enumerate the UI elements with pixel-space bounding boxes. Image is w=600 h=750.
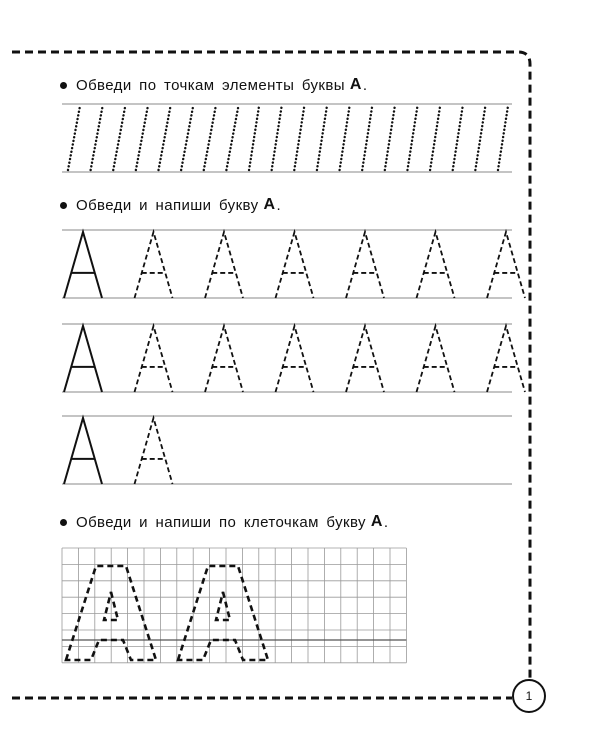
- bullet-icon: [60, 82, 67, 89]
- dotted-stroke: [136, 106, 148, 170]
- solid-letter-a: [64, 326, 102, 392]
- dotted-stroke: [362, 106, 372, 170]
- page-number: [512, 679, 546, 713]
- dashed-letter-a: [135, 232, 173, 298]
- task-1-period: .: [362, 76, 368, 94]
- dotted-stroke: [340, 106, 350, 170]
- dotted-stroke: [498, 106, 508, 170]
- dashed-letter-a: [276, 326, 314, 392]
- dashed-letter-a: [487, 326, 525, 392]
- dashed-letter-a: [276, 232, 314, 298]
- dotted-stroke: [181, 106, 193, 170]
- dashed-letter-a: [487, 232, 525, 298]
- dashed-letter-a: [346, 232, 384, 298]
- task-2-text: Обведи и напиши букву: [76, 196, 259, 214]
- task-2-period: .: [276, 196, 282, 214]
- task-3-instruction: [60, 513, 388, 531]
- task-3-text: Обведи и напиши по клеточкам букву: [76, 513, 366, 531]
- task-1-text: Обведи по точкам элементы буквы: [76, 76, 345, 94]
- solid-letter-a: [64, 232, 102, 298]
- dotted-stroke: [249, 106, 259, 170]
- dotted-stroke: [68, 106, 80, 170]
- dotted-stroke: [272, 106, 282, 170]
- dotted-stroke: [317, 106, 327, 170]
- dotted-stroke: [91, 106, 103, 170]
- dotted-stroke: [385, 106, 395, 170]
- bullet-icon: [60, 519, 67, 526]
- dashed-letter-a: [346, 326, 384, 392]
- dotted-stroke: [204, 106, 216, 170]
- dotted-stroke: [226, 106, 238, 170]
- dashed-letter-a: [205, 232, 243, 298]
- dashed-letter-a: [135, 418, 173, 484]
- task-2-letter: А: [263, 196, 276, 213]
- task-1-letter: А: [349, 76, 362, 93]
- bullet-icon: [60, 202, 67, 209]
- dotted-stroke: [159, 106, 171, 170]
- dashed-letter-a: [417, 232, 455, 298]
- dashed-block-letter-a: [178, 566, 268, 660]
- page-number-text: 1: [525, 689, 533, 703]
- task-1-instruction: [60, 76, 367, 94]
- dotted-stroke: [430, 106, 440, 170]
- solid-letter-a: [64, 418, 102, 484]
- dotted-stroke: [453, 106, 463, 170]
- task-3-period: .: [383, 513, 389, 531]
- task-2-instruction: [60, 196, 281, 214]
- dotted-stroke: [475, 106, 485, 170]
- dotted-stroke: [407, 106, 417, 170]
- dashed-block-letter-a-hole: [216, 592, 230, 620]
- dashed-letter-a: [135, 326, 173, 392]
- dotted-stroke: [294, 106, 304, 170]
- dashed-letter-a: [205, 326, 243, 392]
- dashed-letter-a: [417, 326, 455, 392]
- dotted-stroke: [113, 106, 125, 170]
- task-3-letter: А: [370, 513, 383, 530]
